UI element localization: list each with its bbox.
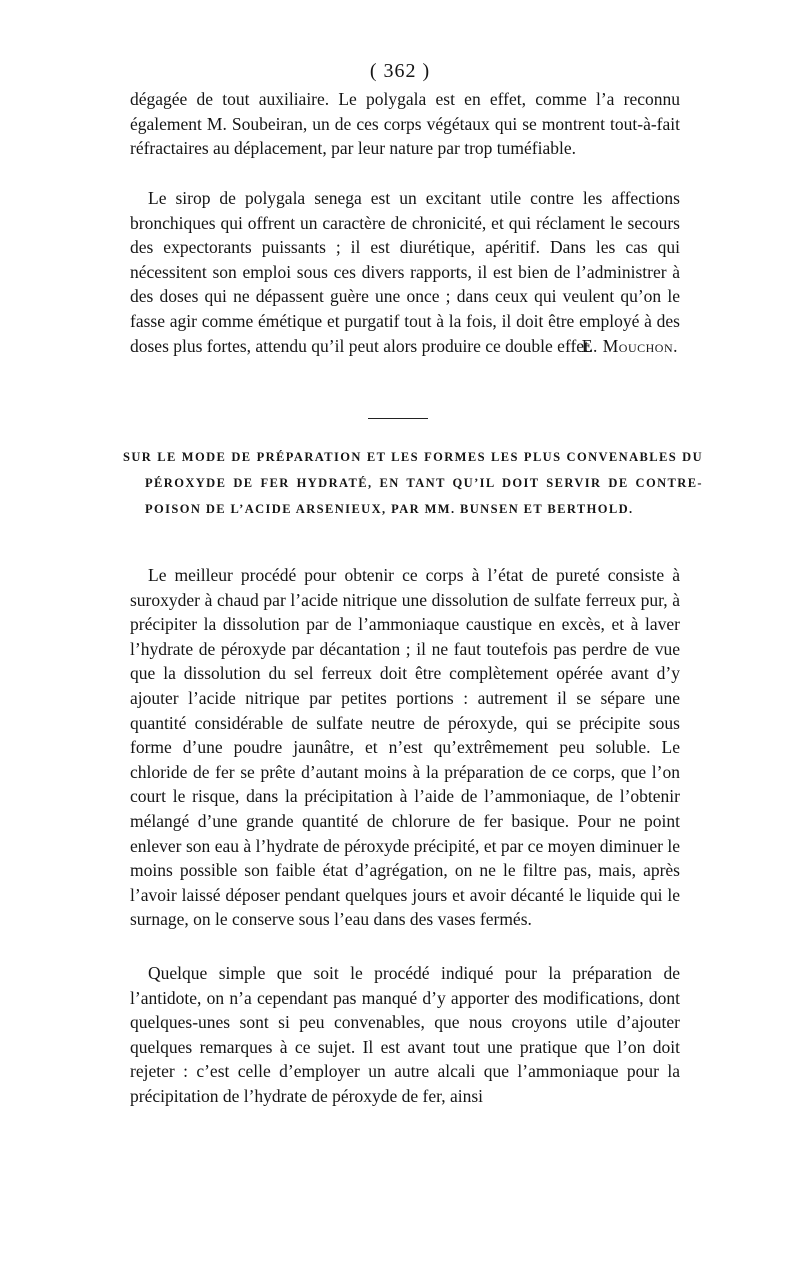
paragraph-text xyxy=(130,186,680,358)
author-signature: E. Mouchon. xyxy=(581,335,678,356)
paragraph-sirop-polygala xyxy=(130,186,680,358)
paragraph-continued xyxy=(130,87,680,161)
paragraph-text: Le meilleur procédé pour obtenir ce corps à l’état de pureté consiste à suroxyder à chaud par l’acide nitrique une dissolution de sulfate ferreux pur, à précipiter la dissolution par de l’ammoniaque caustique en excès, et à laver l’hydrate de péroxyde par décantation ; il ne faut toutefois pas perdre de vue que la dissolution du sel ferreux doit être complètement opérée avant d’y ajouter l’acide nitrique par petites portions : autrement il se sépare une quantité considérable de sulfate neutre de péroxyde, qui se précipite sous forme d’une poudre jaunâtre, et n’est qu’extrêmement peu soluble. Le chloride de fer se prête d’autant moins à la préparation de ce corps, que l’on court le risque, dans la précipitation à l’aide de l’ammoniaque, de l’obtenir mélangé d’une grande quantité de chlorure de fer basique. Pour ne point enlever son eau à l’hydrate de péroxyde précipité, et par ce moyen diminuer le moins possible son faible état d’agrégation, on ne le filtre pas, mais, après l’avoir laissé déposer pendant quelques jours et avoir décanté le liquide qui le surnage, on le conserve sous l’eau dans des vases fermés. xyxy=(130,565,680,930)
paragraph-preparation xyxy=(130,563,680,932)
article-title: SUR LE MODE DE PRÉPARATION ET LES FORMES LES PLUS CONVENABLES DU PÉROXYDE DE FER HYDRATÉ, EN TANT QU’IL DOIT SERVIR DE CONTRE-POISON DE L’ACIDE ARSENIEUX, PAR MM. BUNSEN ET BERTHOLD. xyxy=(123,450,703,516)
section-divider xyxy=(368,418,428,419)
paragraph-body: Le sirop de polygala senega est un excitant utile contre les affections bronchiques qui offrent un caractère de chronicité, et qui réclament le secours des expectorants puissants ; il est diurétique, apéritif. Dans les cas qui nécessitent son emploi sous ces divers rapports, il est bien de l’administrer à des doses qui ne dépassent guère une once ; dans ceux qui veulent qu’on le fasse agir comme émétique et purgatif tout à la fois, il doit être employé à des doses plus fortes, attendu qu’il peut alors produire ce double effet. xyxy=(130,188,680,356)
paragraph-text: Quelque simple que soit le procédé indiqué pour la préparation de l’antidote, on n’a cependant pas manqué d’y apporter des modifications, dont quelques-unes sont si peu convenables, que nous croyons utile d’ajouter quelques remarques à ce sujet. Il est avant tout une pratique que l’on doit rejeter : c’est celle d’employer un autre alcali que l’ammoniaque pour la précipitation de l’hydrate de péroxyde de fer, ainsi xyxy=(130,963,680,1106)
paragraph-antidote xyxy=(130,961,680,1109)
paragraph-text: dégagée de tout auxiliaire. Le polygala est en effet, comme l’a reconnu également M. Soubeiran, un de ces corps végétaux qui se montrent tout-à-fait réfractaires au déplacement, par leur nature par trop tuméfiable. xyxy=(130,89,680,159)
page-number: ( 362 ) xyxy=(369,60,431,82)
